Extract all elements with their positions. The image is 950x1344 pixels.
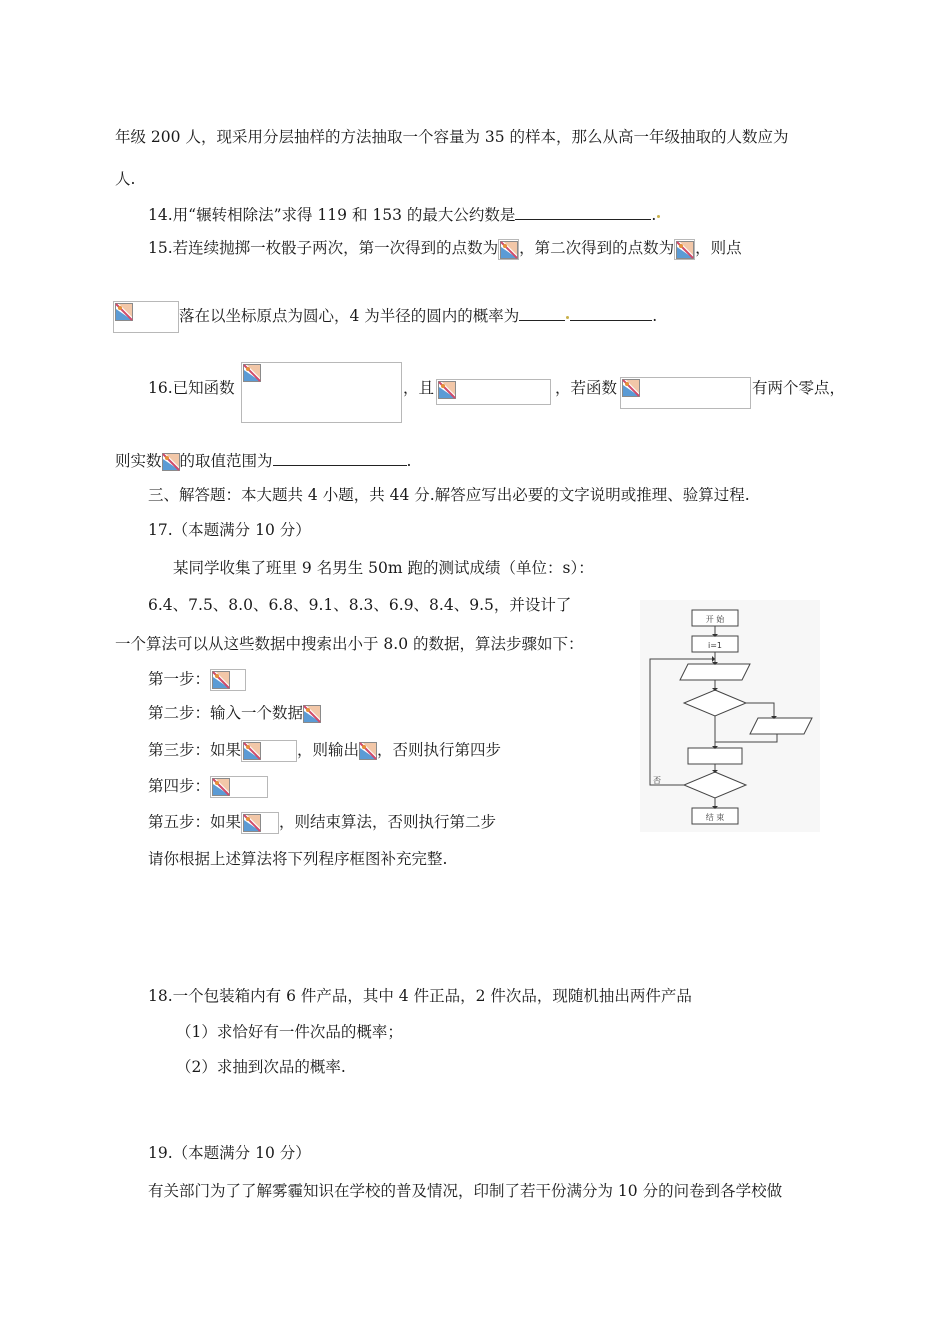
step-4: 第四步：: [148, 775, 268, 798]
text-line: 一个算法可以从这些数据中搜索出小于 8.0 的数据，算法步骤如下：: [115, 635, 584, 653]
question-16-end: 有两个零点，: [752, 379, 846, 397]
broken-image-icon: [241, 740, 297, 762]
no-label: 否: [653, 776, 661, 785]
question-16: 16.已知函数: [148, 379, 235, 397]
question-16-cont: 则实数 的取值范围为 .: [115, 449, 411, 472]
question-19: 19.（本题满分 10 分）: [148, 1144, 311, 1162]
output-parallelogram: [750, 718, 812, 734]
broken-image-icon: [674, 239, 695, 260]
section-heading: 三、解答题：本大题共 4 小题，共 44 分.解答应写出必要的文字说明或推理、验算过程.: [148, 486, 750, 504]
broken-image-icon: [241, 362, 402, 423]
question-18-part-2: （2）求抽到次品的概率.: [176, 1058, 346, 1076]
answer-blank[interactable]: [570, 304, 652, 321]
step-1: 第一步：: [148, 668, 246, 691]
question-15: 15.若连续抛掷一枚骰子两次，第一次得到的点数为 ，第二次得到的点数为 ，则点: [148, 237, 742, 260]
question-15-cont: 落在以坐标原点为圆心，4 为半径的圆内的概率为 .: [113, 301, 657, 333]
stray-mark: [566, 316, 569, 319]
step-5: 第五步：如果 ，则结束算法，否则执行第二步: [148, 811, 496, 834]
input-parallelogram: [680, 664, 750, 680]
text-line: 请你根据上述算法将下列程序框图补充完整.: [148, 850, 448, 868]
broken-image-icon: [303, 704, 321, 724]
question-14: 14.用“辗转相除法”求得 119 和 153 的最大公约数是 .: [148, 203, 661, 226]
end-label: 结 束: [705, 813, 725, 822]
init-label: i=1: [707, 641, 723, 650]
question-18-part-1: （1）求恰好有一件次品的概率；: [176, 1023, 403, 1041]
answer-blank[interactable]: [515, 203, 651, 220]
question-17: 17.（本题满分 10 分）: [148, 521, 311, 539]
answer-blank[interactable]: [519, 304, 565, 321]
start-label: 开 始: [705, 615, 725, 624]
step-2: 第二步：输入一个数据: [148, 702, 321, 724]
broken-image-icon: [436, 379, 551, 405]
question-16-mid: ，且: [403, 379, 435, 397]
broken-image-icon: [359, 741, 377, 761]
stray-mark: [657, 215, 660, 218]
question-16-mid: ，若函数: [555, 379, 618, 397]
program-flowchart: [640, 600, 820, 832]
step-3: 第三步：如果 ，则输出 ，否则执行第四步: [148, 739, 501, 762]
answer-blank[interactable]: [273, 449, 407, 466]
text-line: 有关部门为了了解雾霾知识在学校的普及情况，印制了若干份满分为 10 分的问卷到各学校做: [148, 1182, 783, 1200]
question-18: 18.一个包装箱内有 6 件产品，其中 4 件正品，2 件次品，现随机抽出两件产品: [148, 987, 692, 1005]
process-box: [688, 748, 742, 764]
text-line: 年级 200 人，现采用分层抽样的方法抽取一个容量为 35 的样本，那么从高一年级抽取的人数应为: [115, 128, 789, 146]
broken-image-icon: [162, 452, 180, 472]
broken-image-icon: [113, 301, 179, 333]
text-line: 某同学收集了班里 9 名男生 50m 跑的测试成绩（单位：s）：: [173, 559, 594, 577]
broken-image-icon: [498, 239, 519, 260]
broken-image-icon: [620, 377, 751, 409]
text-line: 6.4、7.5、8.0、6.8、9.1、8.3、6.9、8.4、9.5，并设计了: [148, 596, 572, 614]
broken-image-icon: [210, 669, 246, 691]
broken-image-icon: [241, 812, 279, 834]
broken-image-icon: [210, 776, 268, 798]
text-line: 人.: [115, 170, 136, 188]
